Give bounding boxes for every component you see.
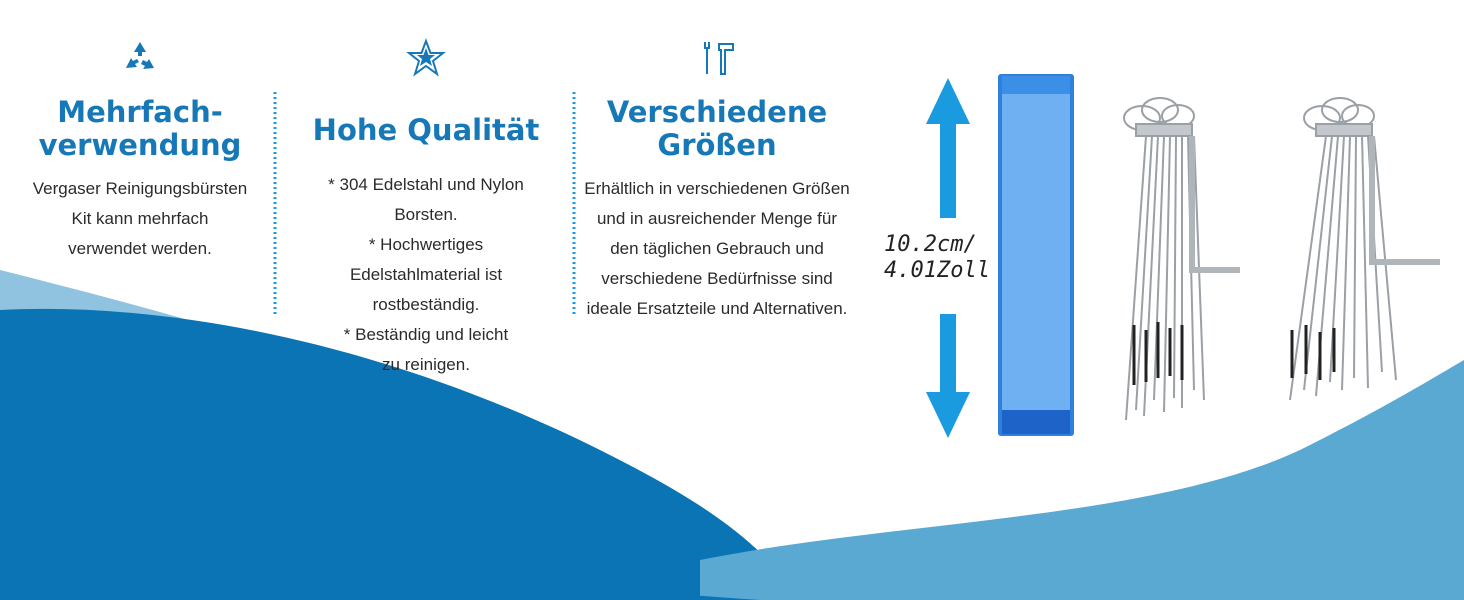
- feature-text: * 304 Edelstahl und Nylon Borsten. * Hochwertiges Edelstahlmaterial ist rostbeständig. * Beständig und leicht zu reinigen.: [328, 175, 524, 374]
- dotted-divider: [272, 92, 278, 316]
- feature-title: Hohe Qualität: [312, 113, 540, 147]
- recycle-icon: [120, 38, 160, 78]
- brush-set-left: [1124, 98, 1240, 420]
- storage-case: [998, 74, 1074, 436]
- tools-icon: [697, 38, 737, 78]
- brush-set-right: [1290, 98, 1440, 400]
- feature-title: Verschiedene Größen: [606, 95, 828, 162]
- dimension-arrow-up: [926, 78, 970, 218]
- feature-title: Mehrfach- verwendung: [38, 95, 242, 162]
- product-illustration: [920, 60, 1464, 460]
- feature-text: Erhältlich in verschiedenen Größen und in ausreichender Menge für den täglichen Gebrauch und verschiedene Bedürfnisse sind ideale Ersatzteile und Alternativen.: [584, 179, 850, 318]
- star-icon: [406, 38, 446, 78]
- dotted-divider: [571, 92, 577, 316]
- feature-text: Vergaser Reinigungsbürsten Kit kann mehrfach verwendet werden.: [32, 179, 248, 258]
- dimension-arrow-down: [926, 314, 970, 438]
- dimension-label: 10.2cm/ 4.01Zoll: [884, 232, 990, 283]
